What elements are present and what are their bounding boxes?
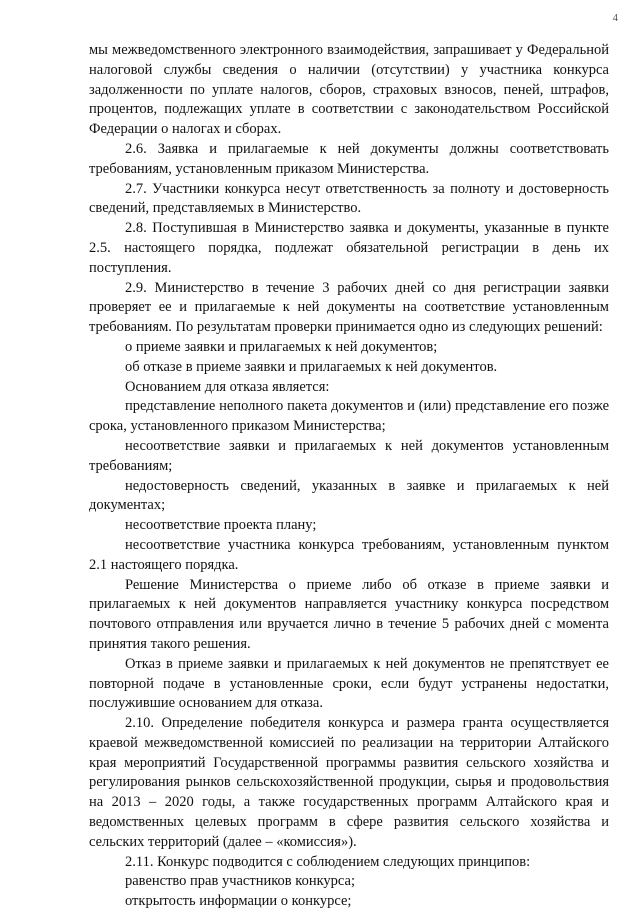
paragraph-continuation: мы межведомственного электронного взаимодействия, запрашивает у Федеральной налоговой службы сведения о наличии (отсутствии) у участника конкурса задолженности по уплате налогов, сборов, страховых взносов, пеней, штрафов, процентов, подлежащих уплате в соответствии с законодательством Российской Федерации о налогах и сборах. <box>89 42 609 138</box>
principle-openness: открытость информации о конкурсе; <box>125 893 352 910</box>
list-item-accept: о приеме заявки и прилагаемых к ней документов; <box>125 338 438 355</box>
paragraph-2-6: 2.6. Заявка и прилагаемые к ней документы должны соответствовать требованиям, установленным приказом Министерства. <box>89 140 609 177</box>
ground-unreliable-info: недостоверность сведений, указанных в заявке и прилагаемых к ней документах; <box>89 477 609 514</box>
list-item-reject: об отказе в приеме заявки и прилагаемых к ней документов. <box>125 358 498 375</box>
paragraph-2-7: 2.7. Участники конкурса несут ответственность за полноту и достоверность сведений, представляемых в Министерство. <box>89 180 609 217</box>
paragraph-decision-delivery: Решение Министерства о приеме либо об отказе в приеме заявки и прилагаемых к ней документов направляется участнику конкурса посредством почтового отправления или вручается лично в течение 5 рабочих дней с момента принятия такого решения. <box>89 576 609 652</box>
paragraph-2-9: 2.9. Министерство в течение 3 рабочих дней со дня регистрации заявки проверяет ее и прилагаемые к ней документы на соответствие установленным требованиям. По результатам проверки принимается одно из следующих решений: <box>89 279 609 336</box>
page-number: 4 <box>612 12 618 24</box>
paragraph-2-8: 2.8. Поступившая в Министерство заявка и документы, указанные в пункте 2.5. настоящего порядка, подлежат обязательной регистрации в день их поступления. <box>89 220 609 276</box>
ground-noncompliance: несоответствие заявки и прилагаемых к ней документов установленным требованиям; <box>89 437 609 474</box>
refusal-grounds-heading: Основанием для отказа является: <box>125 378 330 395</box>
paragraph-2-11: 2.11. Конкурс подводится с соблюдением следующих принципов: <box>125 853 531 870</box>
ground-incomplete-package: представление неполного пакета документов и (или) представление его позже срока, установленного приказом Министерства; <box>89 398 609 435</box>
ground-participant-requirements: несоответствие участника конкурса требованиям, установленным пунктом 2.1 настоящего порядка. <box>89 536 609 573</box>
ground-project-plan: несоответствие проекта плану; <box>125 517 317 534</box>
document-body <box>89 41 609 912</box>
paragraph-2-10: 2.10. Определение победителя конкурса и размера гранта осуществляется краевой межведомственной комиссией по реализации на территории Алтайского края мероприятий Государственной программы развития сельского хозяйства и регулирования рынков сельскохозяйственной продукции, сырья и продовольствия на 2013 – 2020 годы, а также государственных программ Алтайского края и ведомственных целевых программ в сфере развития сельского хозяйства и сельских территорий (далее – «комиссия»). <box>89 715 609 850</box>
paragraph-resubmission: Отказ в приеме заявки и прилагаемых к ней документов не препятствует ее повторной подаче в установленные сроки, если будут устранены недостатки, послужившие основанием для отказа. <box>89 655 609 712</box>
principle-equal-rights: равенство прав участников конкурса; <box>125 873 355 890</box>
